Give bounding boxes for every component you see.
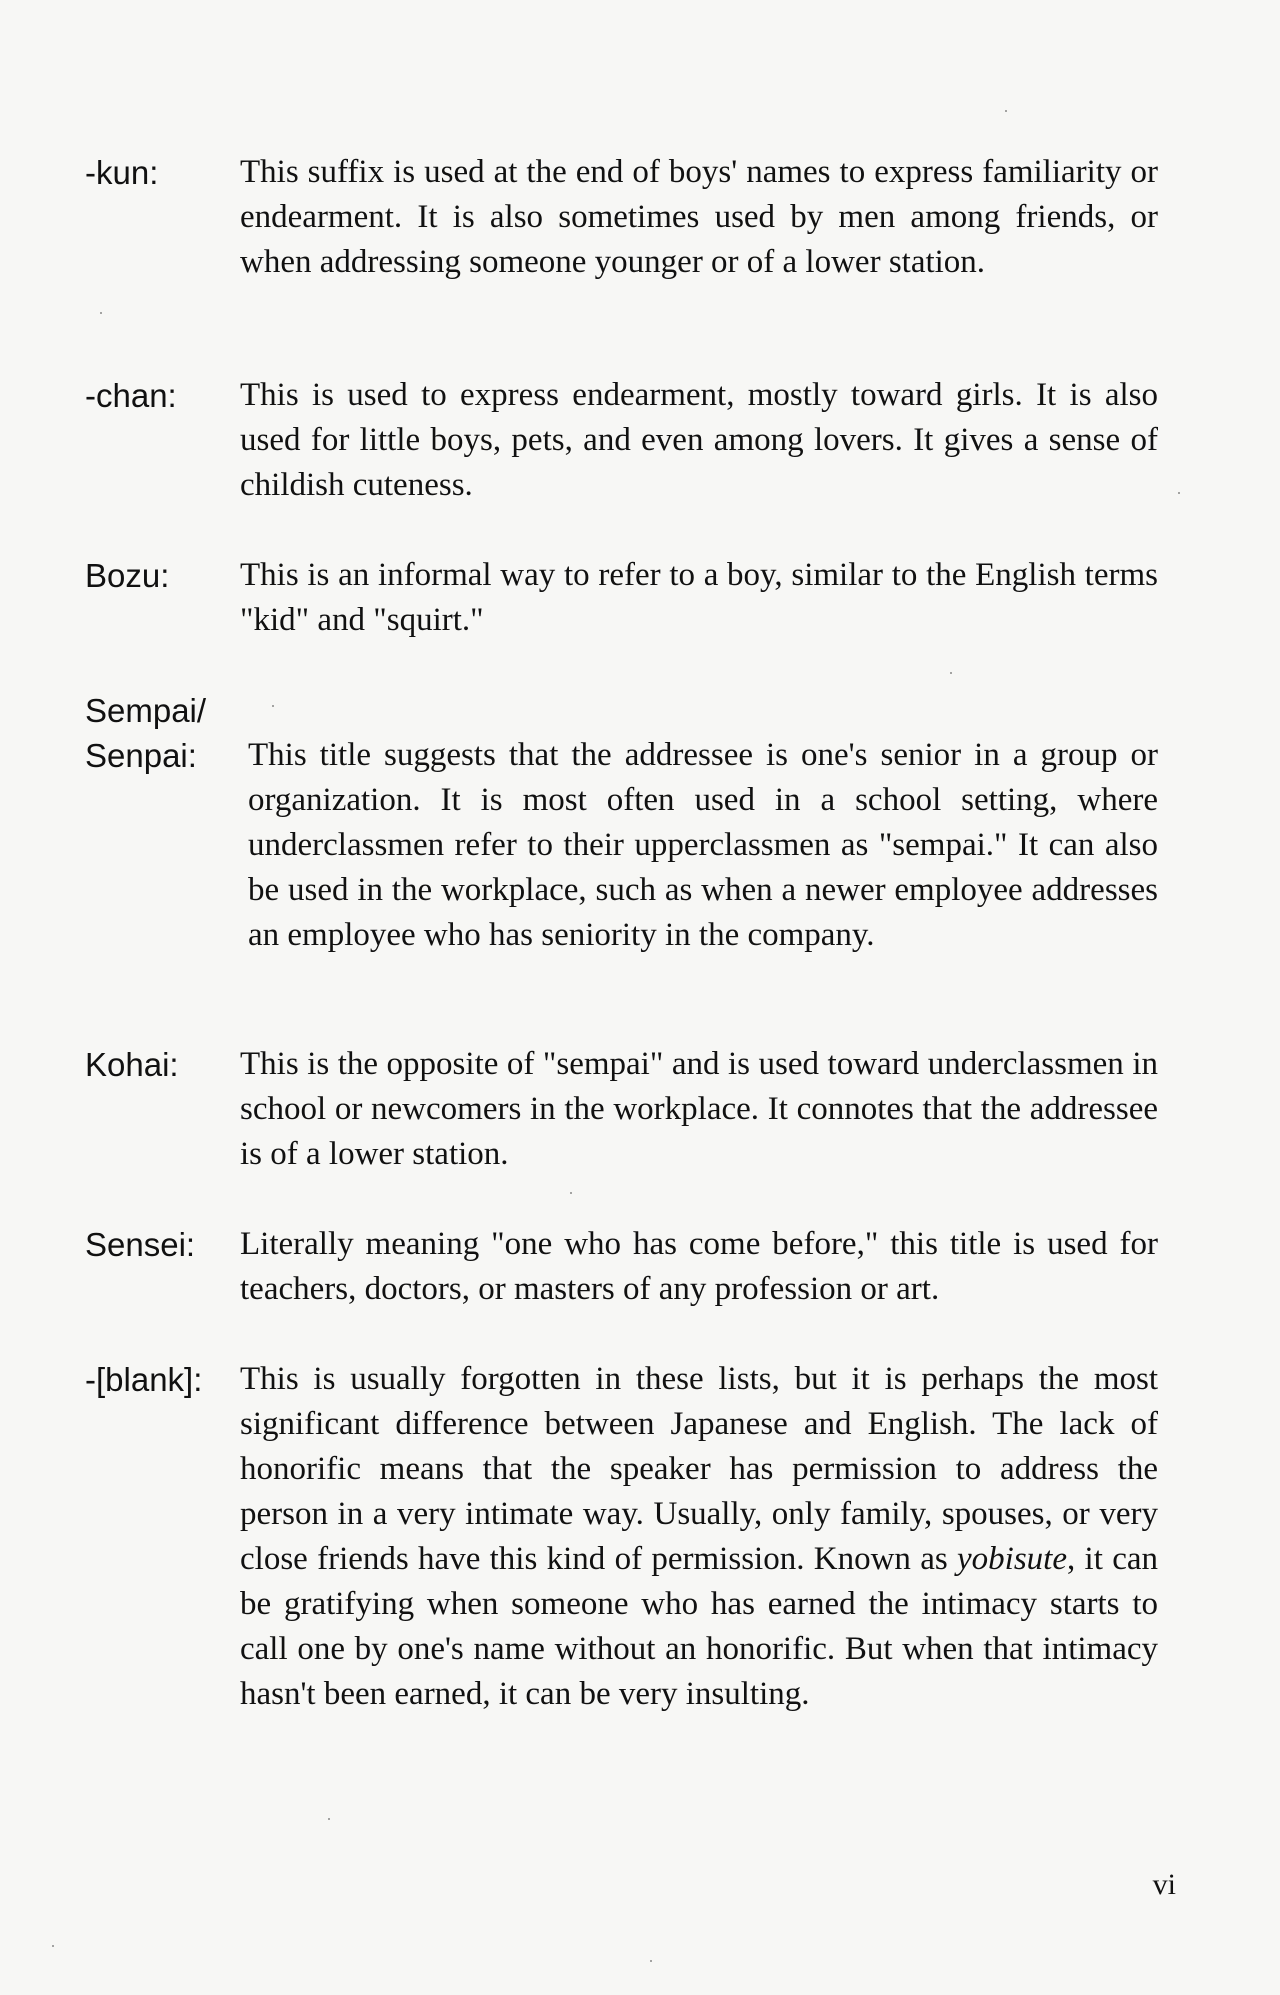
scan-speck bbox=[650, 1960, 652, 1962]
scan-speck bbox=[52, 1945, 54, 1947]
term-definition: This is used to express endearment, mostly toward girls. It is also used for little boys, pets, and even among lovers. It gives a sense of childish cuteness. bbox=[240, 377, 1158, 503]
scan-speck bbox=[328, 1818, 330, 1820]
scan-speck bbox=[1178, 492, 1180, 494]
term-definition: This suffix is used at the end of boys' names to express familiarity or endearment. It is also sometimes used by men among friends, or when addressing someone younger or of a lower station. bbox=[240, 154, 1158, 280]
definition-italic-term: yobisute bbox=[957, 1541, 1067, 1577]
term-label-line1: Sempai/ bbox=[85, 692, 207, 729]
term-definition: Literally meaning "one who has come before," this title is used for teachers, doctors, or masters of any profession or art. bbox=[240, 1226, 1158, 1307]
term-definition: This is the opposite of "sempai" and is used toward underclassmen in school or newcomers in the workplace. It connotes that the addressee is of a lower station. bbox=[240, 1046, 1158, 1172]
definition-text-start: This is usually forgotten in these lists, but it is perhaps the most significant difference between Japanese and English. The lack of honorific means that the speaker has permission to address the person in a very intimate way. Usually, only family, spouses, or very close friends have this kind of permission. Known as bbox=[240, 1361, 1158, 1577]
scan-speck bbox=[570, 1192, 572, 1194]
term-definition: This title suggests that the addressee is one's senior in a group or organization. It is most often used in a school setting, where underclassmen refer to their upperclassmen as "sempai." It can also be used in the workplace, such as when a newer employee addresses an employee who has seniority in the company. bbox=[248, 737, 1158, 953]
scan-speck bbox=[1005, 110, 1007, 112]
term-label: -[blank]: bbox=[85, 1361, 203, 1398]
term-label: -chan: bbox=[85, 377, 177, 414]
term-definition: This is an informal way to refer to a boy, similar to the English terms "kid" and "squirt." bbox=[240, 557, 1158, 638]
term-label: -kun: bbox=[85, 154, 159, 191]
scan-speck bbox=[272, 705, 274, 707]
term-definition bbox=[240, 1357, 1158, 1717]
term-label-line2: Senpai: bbox=[85, 737, 197, 774]
term-label: Kohai: bbox=[85, 1046, 179, 1083]
page-number: vi bbox=[1152, 1868, 1176, 1901]
definition-text-end: , it can be gratifying when someone who has earned the intimacy starts to call one by one's name without an honorific. But when that intimacy hasn't been earned, it can be very insulting. bbox=[240, 1541, 1158, 1712]
scan-speck bbox=[950, 672, 952, 674]
term-label: Sensei: bbox=[85, 1226, 196, 1263]
term-label: Bozu: bbox=[85, 557, 170, 594]
scan-speck bbox=[100, 312, 102, 314]
